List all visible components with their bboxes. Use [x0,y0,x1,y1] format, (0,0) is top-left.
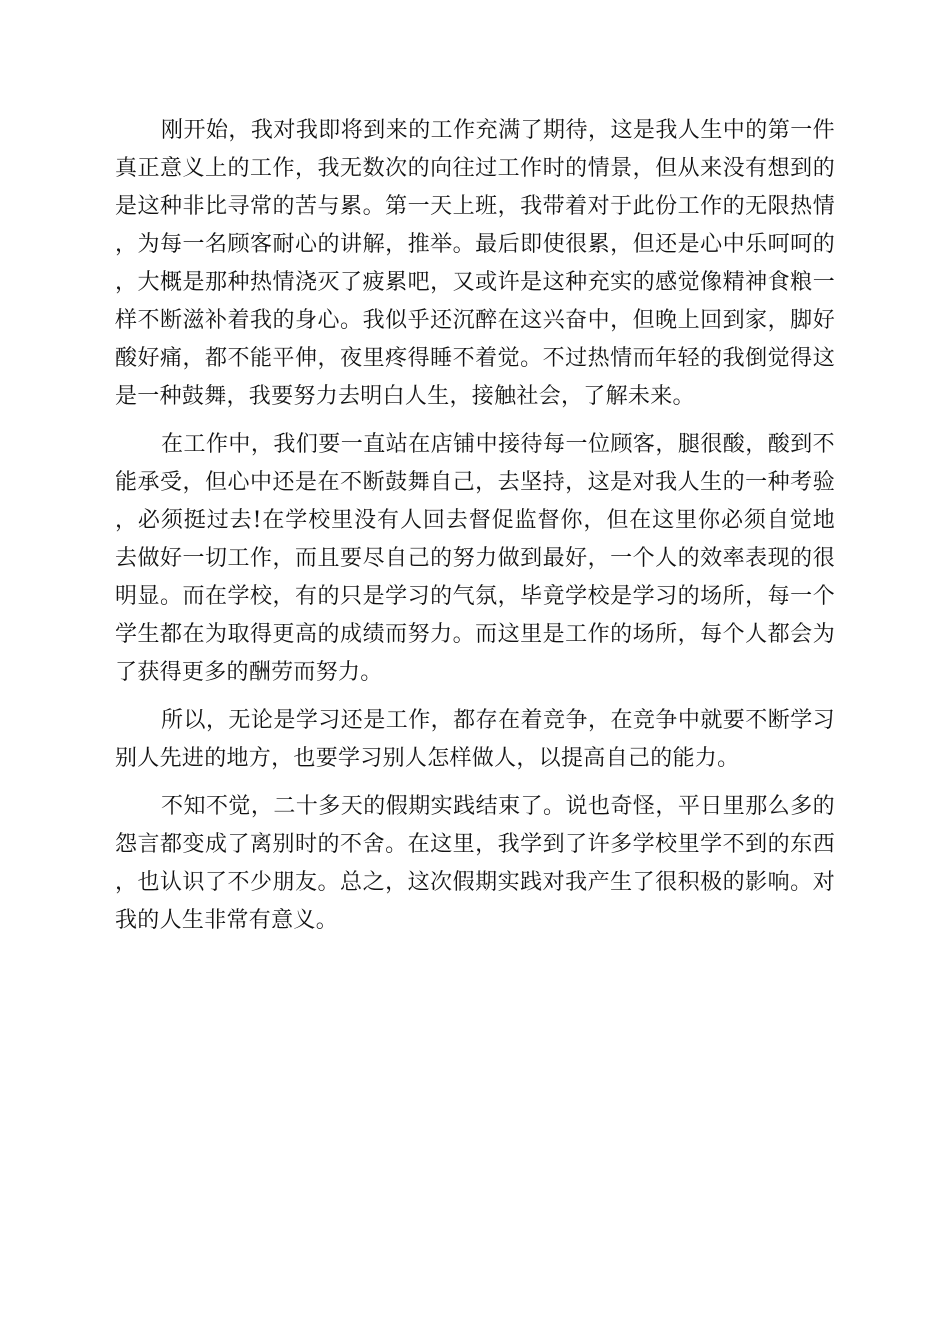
paragraph-4: 不知不觉，二十多天的假期实践结束了。说也奇怪，平日里那么多的怨言都变成了离别时的不舍。在这里，我学到了许多学校里学不到的东西，也认识了不少朋友。总之，这次假期实践对我产生了很积极的影响。对我的人生非常有意义。 [115,794,835,933]
paragraph-3: 所以，无论是学习还是工作，都存在着竞争，在竞争中就要不断学习别人先进的地方，也要学习别人怎样做人，以提高自己的能力。 [115,708,835,771]
paragraph-1: 刚开始，我对我即将到来的工作充满了期待，这是我人生中的第一件真正意义上的工作，我无数次的向往过工作时的情景，但从来没有想到的是这种非比寻常的苦与累。第一天上班，我带着对于此份工作的无限热情，为每一名顾客耐心的讲解，推举。最后即使很累，但还是心中乐呵呵的，大概是那种热情浇灭了疲累吧，又或许是这种充实的感觉像精神食粮一样不断滋补着我的身心。我似乎还沉醉在这兴奋中，但晚上回到家，脚好酸好痛，都不能平伸，夜里疼得睡不着觉。不过热情而年轻的我倒觉得这是一种鼓舞，我要努力去明白人生，接触社会，了解未来。 [115,118,835,409]
paragraph-2: 在工作中，我们要一直站在店铺中接待每一位顾客，腿很酸，酸到不能承受，但心中还是在不断鼓舞自己，去坚持，这是对我人生的一种考验，必须挺过去!在学校里没有人回去督促监督你，但在这里你必须自觉地去做好一切工作，而且要尽自己的努力做到最好，一个人的效率表现的很明显。而在学校，有的只是学习的气氛，毕竟学校是学习的场所，每一个学生都在为取得更高的成绩而努力。而这里是工作的场所，每个人都会为了获得更多的酬劳而努力。 [115,432,835,685]
document-body [115,112,835,940]
